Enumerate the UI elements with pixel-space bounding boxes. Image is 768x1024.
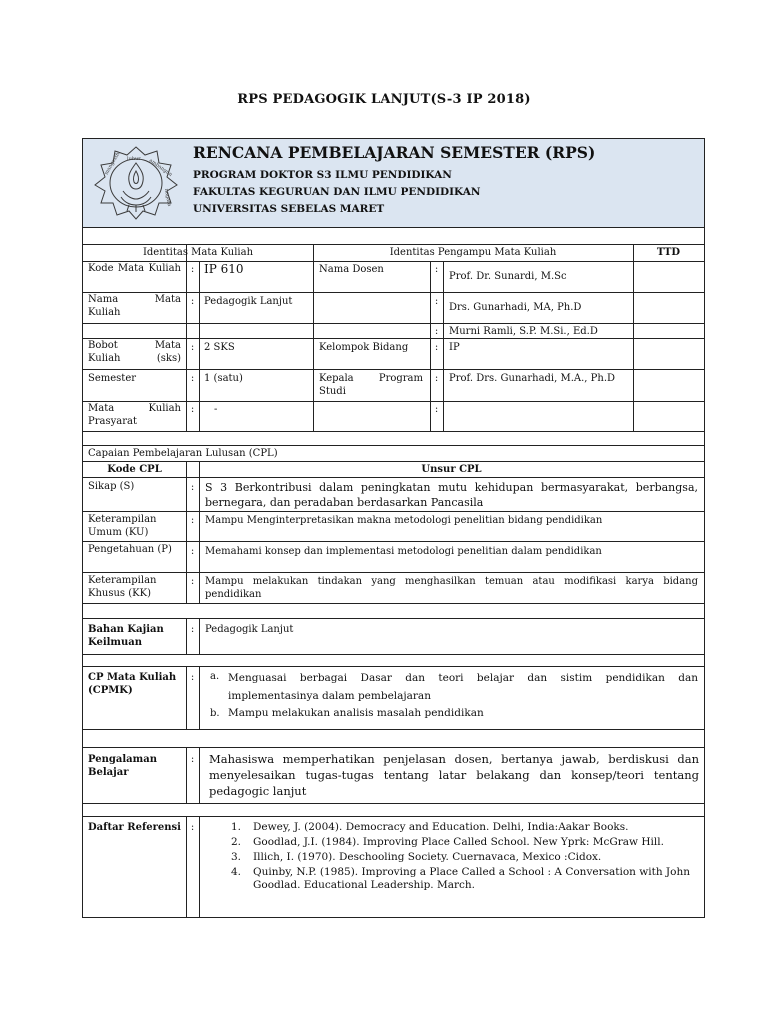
divider — [199, 666, 200, 729]
reference-text: Quinby, N.P. (1985). Improving a Place Called a School : A Conversation with John Goodlad. Educational Leadership. March. — [253, 866, 690, 891]
divider — [83, 461, 704, 462]
cpmk-marker-b: b. — [210, 708, 220, 719]
nama-value: Pedagogik Lanjut — [204, 296, 293, 307]
divider — [83, 445, 704, 446]
divider — [83, 816, 704, 817]
divider — [633, 244, 634, 431]
dosen-label: Nama Dosen — [319, 264, 384, 275]
divider — [83, 541, 704, 542]
divider — [83, 323, 704, 324]
divider — [83, 729, 704, 730]
bobot-value: 2 SKS — [204, 342, 235, 353]
kepala-value: Prof. Drs. Gunarhadi, M.A., Ph.D — [449, 373, 616, 384]
divider — [83, 511, 704, 512]
reference-number: 1. — [231, 821, 242, 833]
colon: : — [434, 373, 439, 384]
rps-header — [83, 139, 704, 228]
divider — [83, 477, 704, 478]
divider — [83, 666, 704, 667]
semester-label: Semester — [88, 373, 137, 384]
cpl-unsur-ku: Mampu Menginterpretasikan makna metodologi penelitian bidang pendidikan — [205, 515, 603, 526]
colon: : — [190, 296, 195, 307]
semester-value: 1 (satu) — [204, 373, 243, 384]
col-header-unsur-cpl: Unsur CPL — [421, 464, 482, 475]
divider — [199, 816, 200, 918]
cpl-section-title: Capaian Pembelajaran Lulusan (CPL) — [88, 448, 278, 459]
list-item — [231, 821, 693, 834]
kelompok-label: Kelompok Bidang — [319, 342, 409, 353]
dosen-2: Drs. Gunarhadi, MA, Ph.D — [449, 302, 582, 313]
kode-value: IP 610 — [204, 262, 244, 276]
col-header-ttd: TTD — [656, 247, 681, 258]
divider — [83, 803, 704, 804]
list-item — [231, 866, 693, 892]
cpmk-label: CP Mata Kuliah (CPMK) — [88, 672, 177, 696]
cpl-kode-p: Pengetahuan (P) — [88, 544, 172, 555]
page-title: RPS PEDAGOGIK LANJUT(S-3 IP 2018) — [237, 92, 531, 107]
svg-text:luhur: luhur — [127, 156, 141, 162]
colon: : — [434, 264, 439, 275]
col-header-mata-kuliah: Identitas Mata Kuliah — [142, 247, 254, 258]
cpl-kode-kk: Keterampilan Khusus (KK) — [88, 575, 157, 599]
list-item — [231, 836, 693, 849]
divider — [83, 572, 704, 573]
divider — [443, 261, 444, 431]
bahan-value: Pedagogik Lanjut — [205, 624, 294, 635]
divider — [199, 261, 200, 431]
colon: : — [190, 822, 195, 833]
colon: : — [190, 515, 195, 526]
col-header-pengampu: Identitas Pengampu Mata Kuliah — [389, 247, 557, 258]
university-logo-icon — [93, 145, 179, 221]
divider — [83, 431, 704, 432]
cpmk-item-a: Menguasai berbagai Dasar dan teori belajar dan sistim pendidikan dan implementasinya dalam pembelajaran — [228, 672, 698, 702]
faculty-name: FAKULTAS KEGURUAN DAN ILMU PENDIDIKAN — [193, 186, 481, 198]
svg-text:ambangun: ambangun — [147, 157, 174, 178]
dosen-3: Murni Ramli, S.P. M.Si., Ed.D — [449, 326, 598, 337]
reference-number: 2. — [231, 836, 242, 848]
cpl-unsur-sikap: S 3 Berkontribusi dalam peningkatan mutu kehidupan bermasyarakat, berbangsa, bernegara, dan peradaban berdasarkan Pancasila — [205, 481, 698, 509]
pengalaman-value: Mahasiswa memperhatikan penjelasan dosen, bertanya jawab, berdiskusi dan menyelesaikan tugas-tugas tentang latar belakang dan konsep/teori tentang pedagogic lanjut — [209, 752, 699, 798]
divider — [83, 244, 704, 245]
divider — [199, 461, 200, 603]
reference-text: Goodlad, J.I. (1984). Improving Place Called School. New Yprk: McGraw Hill. — [253, 836, 664, 848]
colon: : — [434, 342, 439, 353]
rps-table — [82, 138, 705, 918]
pengalaman-label: Pengalaman Belajar — [88, 754, 157, 778]
reference-text: Illich, I. (1970). Deschooling Society. Cuernavaca, Mexico :Cidox. — [253, 851, 602, 863]
cpl-unsur-kk: Mampu melakukan tindakan yang menghasilkan temuan atau modifikasi karya bidang pendidikan — [205, 576, 698, 600]
divider — [83, 603, 704, 604]
colon: : — [190, 754, 195, 765]
program-name: PROGRAM DOKTOR S3 ILMU PENDIDIKAN — [193, 169, 452, 181]
svg-text:mangesthi: mangesthi — [103, 150, 122, 176]
reference-number: 3. — [231, 851, 242, 863]
divider — [199, 618, 200, 654]
prasyarat-value: - — [214, 404, 218, 415]
divider — [83, 654, 704, 655]
cpl-kode-ku: Keterampilan Umum (KU) — [88, 514, 157, 538]
dosen-1: Prof. Dr. Sunardi, M.Sc — [449, 271, 567, 282]
colon: : — [190, 546, 195, 557]
cpl-kode-sikap: Sikap (S) — [88, 481, 135, 492]
colon: : — [190, 404, 195, 415]
divider — [199, 747, 200, 803]
colon: : — [190, 672, 195, 683]
rps-title: RENCANA PEMBELAJARAN SEMESTER (RPS) — [193, 143, 596, 162]
reference-list — [231, 821, 693, 894]
list-item — [231, 851, 693, 864]
cpmk-item-b: Mampu melakukan analisis masalah pendidikan — [228, 707, 484, 719]
colon: : — [190, 624, 195, 635]
kepala-label: Kepala Program Studi — [319, 373, 423, 397]
col-header-kode-cpl: Kode CPL — [107, 464, 162, 475]
cpl-unsur-p: Memahami konsep dan implementasi metodologi penelitian dalam pendidikan — [205, 546, 602, 557]
cpmk-marker-a: a. — [210, 671, 220, 682]
nama-label: Nama Mata Kuliah — [88, 294, 181, 318]
colon: : — [434, 296, 439, 307]
bahan-label: Bahan Kajian Keilmuan — [88, 624, 164, 648]
colon: : — [434, 326, 439, 337]
referensi-label: Daftar Referensi — [88, 822, 181, 833]
university-name: UNIVERSITAS SEBELAS MARET — [193, 203, 385, 215]
divider — [83, 747, 704, 748]
reference-text: Dewey, J. (2004). Democracy and Education. Delhi, India:Aakar Books. — [253, 821, 629, 833]
divider — [83, 618, 704, 619]
svg-text:nagara: nagara — [163, 188, 173, 207]
kode-label: Kode Mata Kuliah — [88, 263, 181, 274]
reference-number: 4. — [231, 866, 242, 878]
prasyarat-label: Mata Kuliah Prasyarat — [88, 403, 181, 427]
divider — [83, 369, 704, 370]
colon: : — [190, 576, 195, 587]
divider — [313, 244, 314, 431]
kelompok-value: IP — [449, 342, 460, 353]
bobot-label: Bobot Mata Kuliah (sks) — [88, 340, 181, 364]
colon: : — [190, 482, 195, 493]
colon: : — [434, 404, 439, 415]
colon: : — [190, 342, 195, 353]
colon: : — [190, 264, 195, 275]
colon: : — [190, 373, 195, 384]
